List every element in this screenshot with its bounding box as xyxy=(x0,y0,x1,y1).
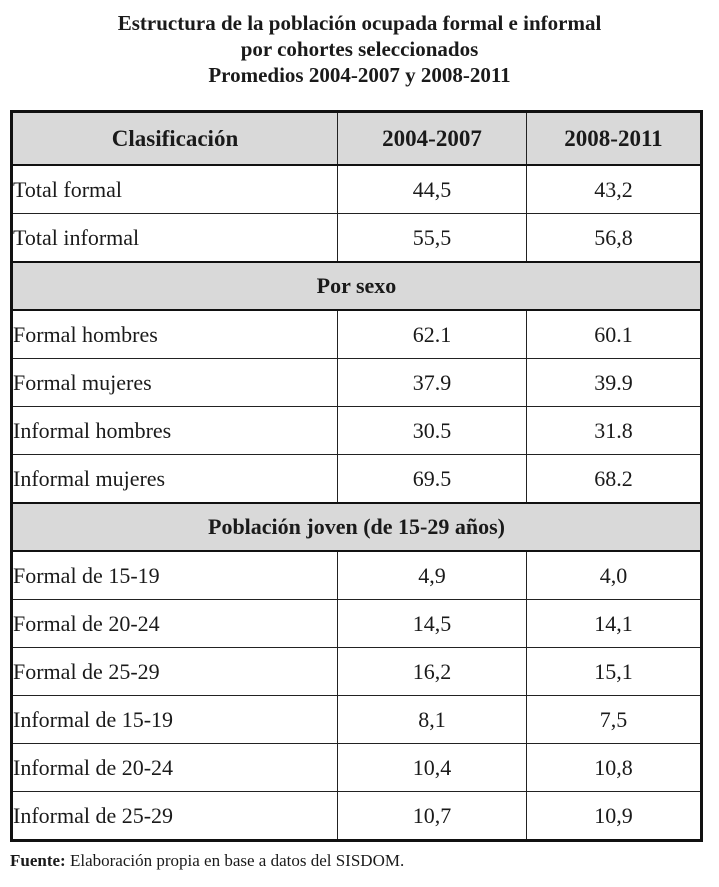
table-row xyxy=(12,407,702,455)
source-note xyxy=(10,851,404,871)
table-row xyxy=(12,455,702,504)
column-header-2004-2007: 2004-2007 xyxy=(338,112,527,166)
table-row xyxy=(12,214,702,263)
value-2004-2007: 30.5 xyxy=(338,407,527,455)
section-row xyxy=(12,503,702,551)
value-2004-2007: 16,2 xyxy=(338,648,527,696)
section-label: Población joven (de 15-29 años) xyxy=(12,503,702,551)
row-label: Formal de 20-24 xyxy=(12,600,338,648)
value-2004-2007: 55,5 xyxy=(338,214,527,263)
table-row xyxy=(12,551,702,600)
value-2004-2007: 8,1 xyxy=(338,696,527,744)
header-row xyxy=(12,112,702,166)
table-row xyxy=(12,744,702,792)
value-2004-2007: 10,4 xyxy=(338,744,527,792)
value-2004-2007: 14,5 xyxy=(338,600,527,648)
section-label: Por sexo xyxy=(12,262,702,310)
row-label: Total formal xyxy=(12,165,338,214)
value-2008-2011: 7,5 xyxy=(527,696,702,744)
row-label: Informal de 15-19 xyxy=(12,696,338,744)
table-row xyxy=(12,792,702,841)
row-label: Formal hombres xyxy=(12,310,338,359)
title-line-1: Estructura de la población ocupada formal e informal xyxy=(117,11,602,35)
row-label: Formal de 15-19 xyxy=(12,551,338,600)
value-2008-2011: 31.8 xyxy=(527,407,702,455)
row-label: Informal de 25-29 xyxy=(12,792,338,841)
value-2004-2007: 69.5 xyxy=(338,455,527,504)
table-row xyxy=(12,165,702,214)
table-row xyxy=(12,359,702,407)
value-2008-2011: 15,1 xyxy=(527,648,702,696)
value-2004-2007: 4,9 xyxy=(338,551,527,600)
table-title xyxy=(0,10,719,88)
row-label: Formal de 25-29 xyxy=(12,648,338,696)
value-2008-2011: 68.2 xyxy=(527,455,702,504)
value-2008-2011: 10,8 xyxy=(527,744,702,792)
value-2008-2011: 43,2 xyxy=(527,165,702,214)
data-table xyxy=(10,110,703,842)
column-header-classification: Clasificación xyxy=(12,112,338,166)
row-label: Informal hombres xyxy=(12,407,338,455)
value-2008-2011: 4,0 xyxy=(527,551,702,600)
row-label: Total informal xyxy=(12,214,338,263)
row-label: Formal mujeres xyxy=(12,359,338,407)
table-body xyxy=(12,165,702,841)
column-header-2008-2011: 2008-2011 xyxy=(527,112,702,166)
row-label: Informal de 20-24 xyxy=(12,744,338,792)
value-2004-2007: 10,7 xyxy=(338,792,527,841)
value-2008-2011: 56,8 xyxy=(527,214,702,263)
table-row xyxy=(12,648,702,696)
title-line-2: por cohortes seleccionados xyxy=(240,37,479,61)
value-2008-2011: 60.1 xyxy=(527,310,702,359)
table-row xyxy=(12,310,702,359)
section-row xyxy=(12,262,702,310)
table-row xyxy=(12,696,702,744)
value-2004-2007: 62.1 xyxy=(338,310,527,359)
source-prefix: Fuente: xyxy=(10,851,66,870)
value-2008-2011: 14,1 xyxy=(527,600,702,648)
value-2008-2011: 10,9 xyxy=(527,792,702,841)
value-2004-2007: 44,5 xyxy=(338,165,527,214)
value-2008-2011: 39.9 xyxy=(527,359,702,407)
table-row xyxy=(12,600,702,648)
value-2004-2007: 37.9 xyxy=(338,359,527,407)
row-label: Informal mujeres xyxy=(12,455,338,504)
title-line-3: Promedios 2004-2007 y 2008-2011 xyxy=(208,63,511,87)
source-text: Elaboración propia en base a datos del SISDOM. xyxy=(69,851,405,870)
